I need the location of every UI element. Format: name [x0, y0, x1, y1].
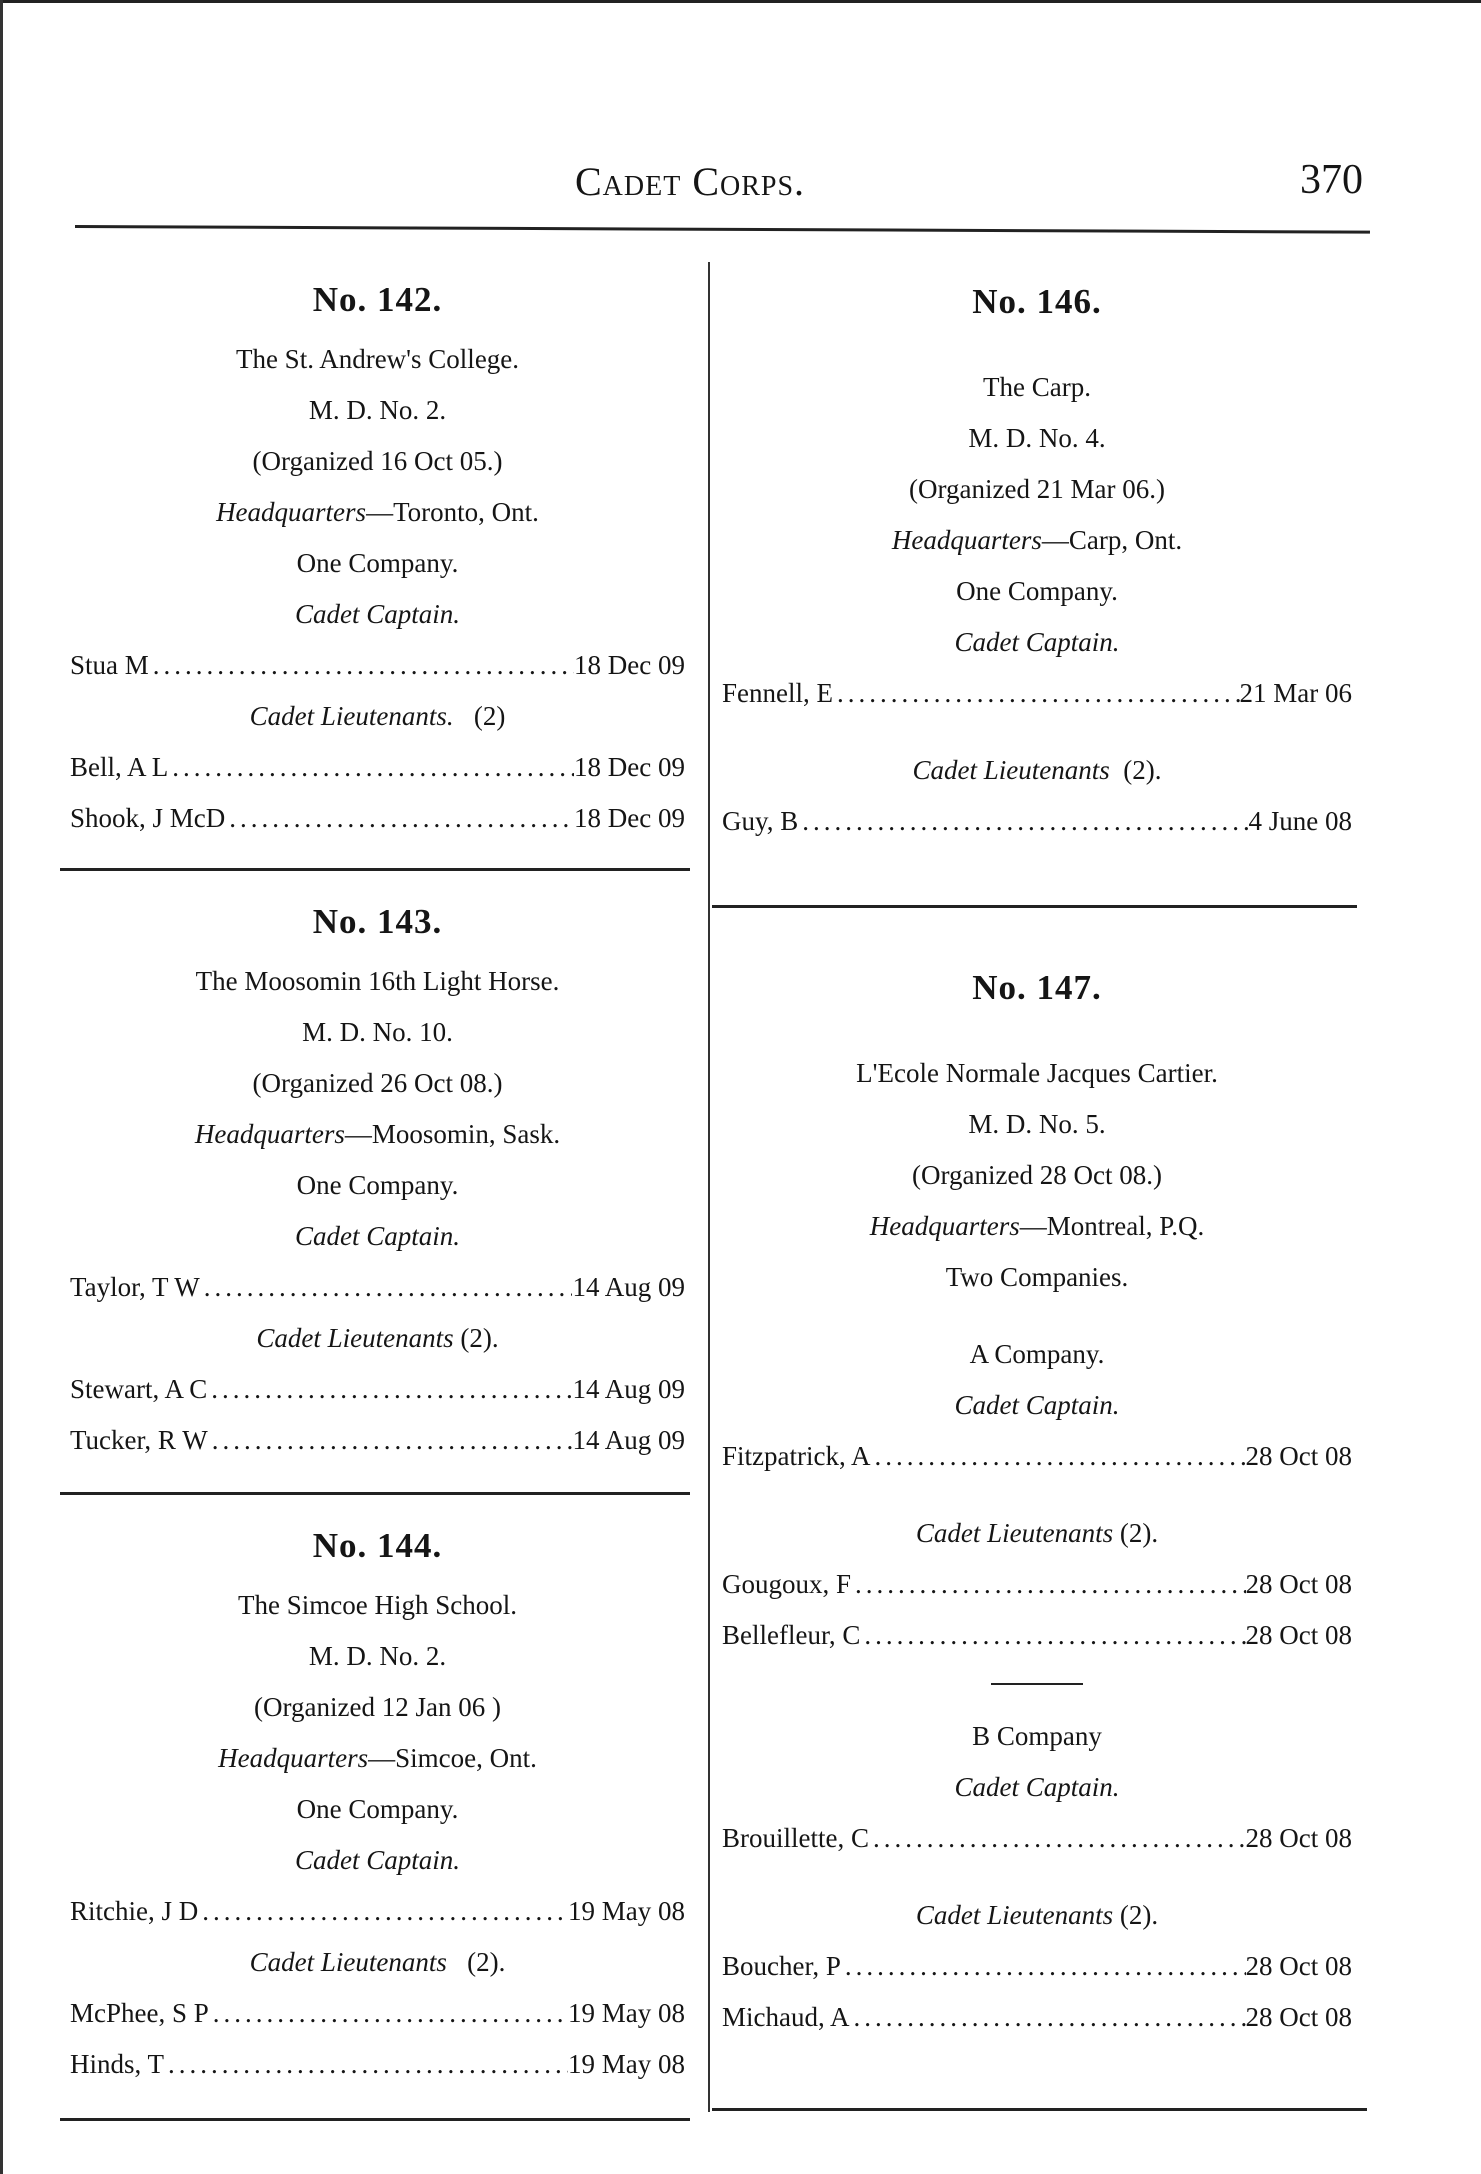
- officer-name: Fennell, E: [722, 678, 833, 708]
- headquarters-label: Headquarters: [218, 1743, 369, 1773]
- organized-date: (Organized 16 Oct 05.): [252, 446, 503, 476]
- military-district: M. D. No. 2.: [308, 1641, 447, 1671]
- dot-leader: [869, 1813, 1246, 1864]
- lieutenants-heading: Cadet Lieutenants.: [249, 701, 454, 731]
- headquarters-label: Headquarters: [194, 1119, 345, 1149]
- lieutenants-heading-line: [70, 1313, 685, 1364]
- headquarters: [70, 1109, 685, 1160]
- lieutenants-heading: Cadet Lieutenants: [249, 1947, 447, 1977]
- corps-entry-147: [722, 968, 1352, 2043]
- dot-leader: [168, 742, 574, 793]
- officer-row: [722, 796, 1352, 847]
- dot-leader: [208, 1415, 573, 1466]
- companies: One Company.: [296, 1170, 459, 1200]
- dot-leader: [200, 1262, 573, 1313]
- organized-date: (Organized 26 Oct 08.): [252, 1068, 503, 1098]
- officer-date: 14 Aug 09: [572, 1374, 685, 1404]
- officer-date: 28 Oct 08: [1245, 1620, 1352, 1650]
- scan-top-edge: [0, 0, 1481, 3]
- lieutenants-count: (2).: [1119, 1900, 1159, 1930]
- entry-separator: [60, 1492, 690, 1495]
- officer-name: Stua M: [70, 650, 149, 680]
- officer-name: Ritchie, J D: [70, 1896, 199, 1926]
- column-divider: [708, 262, 710, 2112]
- lieutenants-heading-line: [722, 1508, 1352, 1559]
- military-district: M. D. No. 4.: [968, 423, 1106, 453]
- captain-heading: Cadet Captain.: [954, 627, 1120, 657]
- lieutenants-heading-line: [722, 1890, 1352, 1941]
- officer-row: [70, 1364, 685, 1415]
- lieutenants-heading: Cadet Lieutenants: [912, 755, 1110, 785]
- officer-date: 28 Oct 08: [1245, 1441, 1352, 1471]
- captain-heading: Cadet Captain.: [294, 1845, 460, 1875]
- officer-date: 21 Mar 06: [1239, 678, 1352, 708]
- dot-leader: [164, 2039, 568, 2090]
- military-district: M. D. No. 10.: [302, 1017, 453, 1047]
- dot-leader: [798, 796, 1248, 847]
- officer-row: [722, 1559, 1352, 1610]
- corps-name: The Simcoe High School.: [238, 1590, 517, 1620]
- officer-date: 28 Oct 08: [1245, 1569, 1352, 1599]
- officer-name: Stewart, A C: [70, 1374, 208, 1404]
- lieutenants-heading-line: [70, 691, 685, 742]
- officer-name: Boucher, P: [722, 1951, 841, 1981]
- military-district: M. D. No. 5.: [968, 1109, 1106, 1139]
- organized-date: (Organized 12 Jan 06 ): [254, 1692, 501, 1722]
- dot-leader: [225, 793, 574, 844]
- officer-date: 4 June 08: [1248, 806, 1352, 836]
- officer-date: 18 Dec 09: [574, 650, 685, 680]
- entry-separator: [60, 868, 690, 871]
- officer-row: [722, 668, 1352, 719]
- officer-date: 28 Oct 08: [1245, 1951, 1352, 1981]
- officer-name: Michaud, A: [722, 2002, 850, 2032]
- corps-name: The St. Andrew's College.: [235, 344, 520, 374]
- corps-entry-142: [70, 280, 685, 844]
- officer-row: [70, 2039, 685, 2090]
- entry-number: No. 146.: [972, 282, 1102, 321]
- company-a-label: A Company.: [969, 1339, 1105, 1369]
- headquarters-label: Headquarters: [216, 497, 367, 527]
- officer-row: [70, 1415, 685, 1466]
- lieutenants-count: (2).: [1119, 1518, 1159, 1548]
- officer-date: 19 May 08: [568, 2049, 685, 2079]
- headquarters-value: —Montreal, P.Q.: [1019, 1211, 1205, 1241]
- lieutenants-heading-line: [70, 1937, 685, 1988]
- officer-name: Tucker, R W: [70, 1425, 208, 1455]
- entry-number: No. 147.: [972, 968, 1102, 1007]
- dot-leader: [860, 1610, 1245, 1661]
- officer-date: 18 Dec 09: [574, 752, 685, 782]
- headquarters: [722, 515, 1352, 566]
- officer-date: 18 Dec 09: [574, 803, 685, 833]
- dot-leader: [207, 1364, 572, 1415]
- entry-number: No. 142.: [312, 280, 443, 319]
- officer-name: Bell, A L: [70, 752, 169, 782]
- headquarters-value: —Carp, Ont.: [1041, 525, 1183, 555]
- organized-date: (Organized 21 Mar 06.): [909, 474, 1165, 504]
- headquarters: [722, 1201, 1352, 1252]
- officer-row: [70, 640, 685, 691]
- captain-heading: Cadet Captain.: [954, 1390, 1120, 1420]
- officer-name: Gougoux, F: [722, 1569, 852, 1599]
- entry-number: No. 144.: [312, 1526, 443, 1565]
- lieutenants-heading-line: [722, 745, 1352, 796]
- companies: Two Companies.: [945, 1262, 1129, 1292]
- lieutenants-count: (2): [473, 701, 506, 731]
- captain-heading: Cadet Captain.: [954, 1772, 1120, 1802]
- headquarters-value: —Simcoe, Ont.: [368, 1743, 537, 1773]
- lieutenants-heading: Cadet Lieutenants: [915, 1518, 1114, 1548]
- scan-left-edge: [0, 0, 3, 2174]
- page-number: 370: [1300, 157, 1363, 203]
- lieutenants-count: (2).: [460, 1323, 499, 1353]
- dot-leader: [851, 1559, 1246, 1610]
- dot-leader: [850, 1992, 1246, 2043]
- corps-name: The Carp.: [983, 372, 1091, 402]
- officer-row: [70, 1262, 685, 1313]
- headquarters: [70, 487, 685, 538]
- lieutenants-heading: Cadet Lieutenants: [256, 1323, 454, 1353]
- corps-entry-143: [70, 902, 685, 1466]
- officer-row: [722, 1941, 1352, 1992]
- officer-row: [722, 1610, 1352, 1661]
- officer-date: 19 May 08: [568, 1896, 685, 1926]
- company-b-label: B Company: [972, 1721, 1102, 1751]
- dot-leader: [198, 1886, 568, 1937]
- entry-separator: [60, 2118, 690, 2121]
- officer-row: [70, 793, 685, 844]
- officer-row: [70, 1886, 685, 1937]
- dot-leader: [833, 668, 1240, 719]
- page-title: Cadet Corps.: [575, 159, 806, 204]
- officer-name: Fitzpatrick, A: [722, 1441, 871, 1471]
- captain-heading: Cadet Captain.: [294, 599, 460, 629]
- dot-leader: [870, 1431, 1245, 1482]
- officer-row: [722, 1813, 1352, 1864]
- headquarters-value: —Moosomin, Sask.: [344, 1119, 561, 1149]
- headquarters: [70, 1733, 685, 1784]
- officer-date: 28 Oct 08: [1245, 1823, 1352, 1853]
- page-header: [0, 150, 1481, 220]
- lieutenants-count: (2).: [467, 1947, 506, 1977]
- officer-row: [70, 1988, 685, 2039]
- lieutenants-count: (2).: [1123, 755, 1162, 785]
- officer-name: Brouillette, C: [722, 1823, 869, 1853]
- companies: One Company.: [956, 576, 1118, 606]
- officer-date: 14 Aug 09: [572, 1272, 685, 1302]
- headquarters-value: —Toronto, Ont.: [366, 497, 539, 527]
- corps-name: L'Ecole Normale Jacques Cartier.: [856, 1058, 1218, 1088]
- military-district: M. D. No. 2.: [308, 395, 447, 425]
- dot-leader: [149, 640, 574, 691]
- officer-row: [722, 1431, 1352, 1482]
- entry-number: No. 143.: [312, 902, 443, 941]
- companies: One Company.: [296, 1794, 459, 1824]
- officer-name: Hinds, T: [70, 2049, 165, 2079]
- officer-name: McPhee, S P: [70, 1998, 209, 2028]
- officer-name: Guy, B: [722, 806, 799, 836]
- officer-name: Bellefleur, C: [722, 1620, 861, 1650]
- officer-row: [722, 1992, 1352, 2043]
- company-divider: [991, 1683, 1083, 1685]
- corps-entry-144: [70, 1526, 685, 2090]
- lieutenants-heading: Cadet Lieutenants: [915, 1900, 1114, 1930]
- headquarters-label: Headquarters: [869, 1211, 1020, 1241]
- entry-separator: [712, 2108, 1367, 2111]
- entry-separator: [712, 905, 1357, 908]
- organized-date: (Organized 28 Oct 08.): [912, 1160, 1162, 1190]
- corps-name: The Moosomin 16th Light Horse.: [195, 966, 560, 996]
- officer-date: 19 May 08: [568, 1998, 685, 2028]
- officer-date: 14 Aug 09: [572, 1425, 685, 1455]
- companies: One Company.: [296, 548, 459, 578]
- headquarters-label: Headquarters: [891, 525, 1042, 555]
- dot-leader: [841, 1941, 1246, 1992]
- officer-date: 28 Oct 08: [1245, 2002, 1352, 2032]
- officer-row: [70, 742, 685, 793]
- corps-entry-146: [722, 282, 1352, 847]
- captain-heading: Cadet Captain.: [294, 1221, 460, 1251]
- header-rule: [75, 225, 1370, 234]
- officer-name: Shook, J McD: [70, 803, 226, 833]
- dot-leader: [209, 1988, 568, 2039]
- officer-name: Taylor, T W: [70, 1272, 200, 1302]
